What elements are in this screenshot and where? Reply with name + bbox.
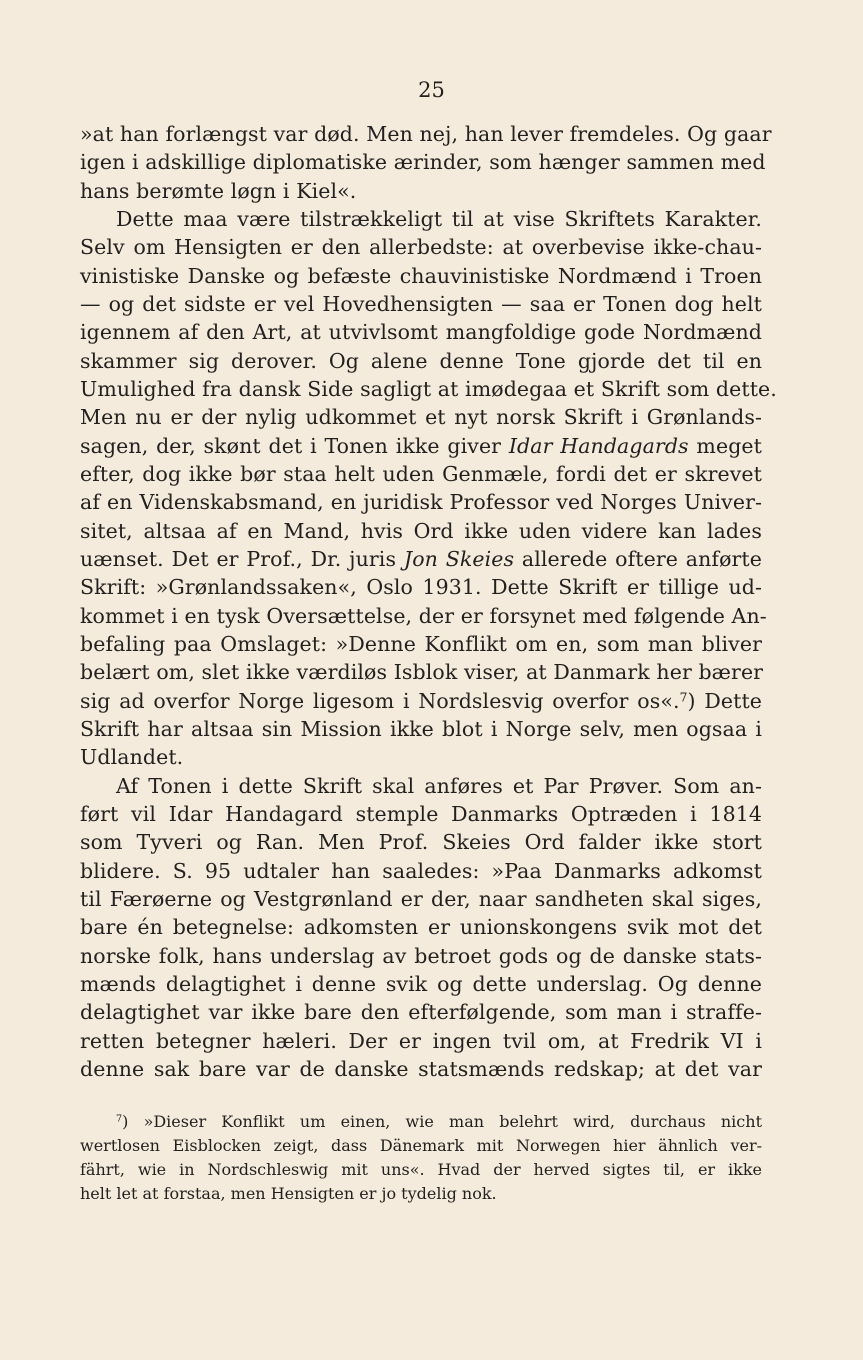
page-number: 25 [418, 78, 445, 102]
text-line: Af Tonen i dette Skrift skal anføres et Par Prøver. Som an- [116, 773, 762, 798]
text-line: efter, dog ikke bør staa helt uden Genmæle, fordi det er skrevet [80, 461, 762, 486]
text-line: vinistiske Danske og befæste chauvinistiske Nordmænd i Troen [80, 263, 762, 288]
text-line: Umulighed fra dansk Side sagligt at imødegaa et Skrift som dette. [80, 376, 777, 401]
footnote-line: helt let at forstaa, men Hensigten er jo tydelig nok. [80, 1184, 497, 1203]
text-line: Dette maa være tilstrækkeligt til at vise Skriftets Karakter. [116, 206, 762, 231]
footnote-marker: 7 [116, 1113, 123, 1125]
text-line: »at han forlængst var død. Men nej, han lever fremdeles. Og gaar [80, 122, 772, 146]
text-line: uænset. Det er Prof., Dr. juris Jon Skeies allerede oftere anførte [80, 546, 762, 571]
text-line: delagtighet var ikke bare den efterfølgende, som man i straffe- [80, 1000, 762, 1025]
italic-name: Jon Skeies [403, 546, 515, 571]
text-line: Skrift har altsaa sin Mission ikke blot i Norge selv, men ogsaa i [80, 716, 762, 741]
text-line: Selv om Hensigten er den allerbedste: at overbevise ikke-chau- [80, 235, 762, 260]
text-line: bare én betegnelse: adkomsten er unionskongens svik mot det [80, 915, 762, 940]
text-line: kommet i en tysk Oversættelse, der er forsynet med følgende An- [80, 603, 767, 628]
italic-name: Idar Handagards [508, 433, 689, 458]
text-line: retten betegner hæleri. Der er ingen tvil om, at Fredrik VI i [80, 1028, 762, 1053]
body-text [80, 120, 777, 1083]
text-line: Men nu er der nylig udkommet et nyt norsk Skrift i Grønlands- [80, 405, 762, 430]
text-line: — og det sidste er vel Hovedhensigten — saa er Tonen dog helt [80, 291, 762, 316]
footnote [80, 1110, 762, 1206]
text-line: denne sak bare var de danske statsmænds redskap; at det var [80, 1056, 762, 1081]
text-line: til Færøerne og Vestgrønland er der, naar sandheten skal siges, [80, 886, 762, 911]
text-line: som Tyveri og Ran. Men Prof. Skeies Ord falder ikke stort [80, 830, 762, 855]
footnote-line: $^7$) »Dieser Konflikt um einen, wie man belehrt wird, durchaus nicht [116, 1112, 762, 1131]
text-line: Udlandet. [80, 745, 184, 770]
text-line: befaling paa Omslaget: »Denne Konflikt om en, som man bliver [80, 631, 762, 656]
text-line: sagen, der, skønt det i Tonen ikke giver Idar Handagards meget [80, 433, 762, 458]
text-line: af en Videnskabsmand, en juridisk Professor ved Norges Univer- [80, 490, 762, 515]
footnote-ref: 7 [679, 689, 688, 704]
text-line: ført vil Idar Handagard stemple Danmarks Optræden i 1814 [80, 801, 762, 826]
text-line: igennem af den Art, at utvivlsomt mangfoldige gode Nordmænd [80, 320, 762, 345]
text-line: igen i adskillige diplomatiske ærinder, som hænger sammen med [80, 150, 766, 175]
text-line: sitet, altsaa af en Mand, hvis Ord ikke uden videre kan lades [80, 518, 762, 543]
footnote-line: wertlosen Eisblocken zeigt, dass Dänemark mit Norwegen hier ähnlich ver- [80, 1136, 762, 1155]
text-line: belært om, slet ikke værdiløs Isblok viser, at Danmark her bærer [80, 660, 764, 685]
text-line: skammer sig derover. Og alene denne Tone gjorde det til en [80, 348, 762, 373]
text-line: blidere. S. 95 udtaler han saaledes: »Paa Danmarks adkomst [80, 858, 762, 883]
text-line: mænds delagtighet i denne svik og dette underslag. Og denne [80, 971, 762, 996]
footnote-line: fährt, wie in Nordschleswig mit uns«. Hvad der herved sigtes til, er ikke [80, 1160, 762, 1179]
text-line: sig ad overfor Norge ligesom i Nordslesvig overfor os«.$^7$) Dette [80, 688, 763, 713]
text-line: norske folk, hans underslag av betroet gods og de danske stats- [80, 943, 762, 968]
text-line: hans berømte løgn i Kiel«. [80, 178, 357, 203]
text-line: Skrift: »Grønlandssaken«, Oslo 1931. Dette Skrift er tillige ud- [80, 575, 762, 600]
